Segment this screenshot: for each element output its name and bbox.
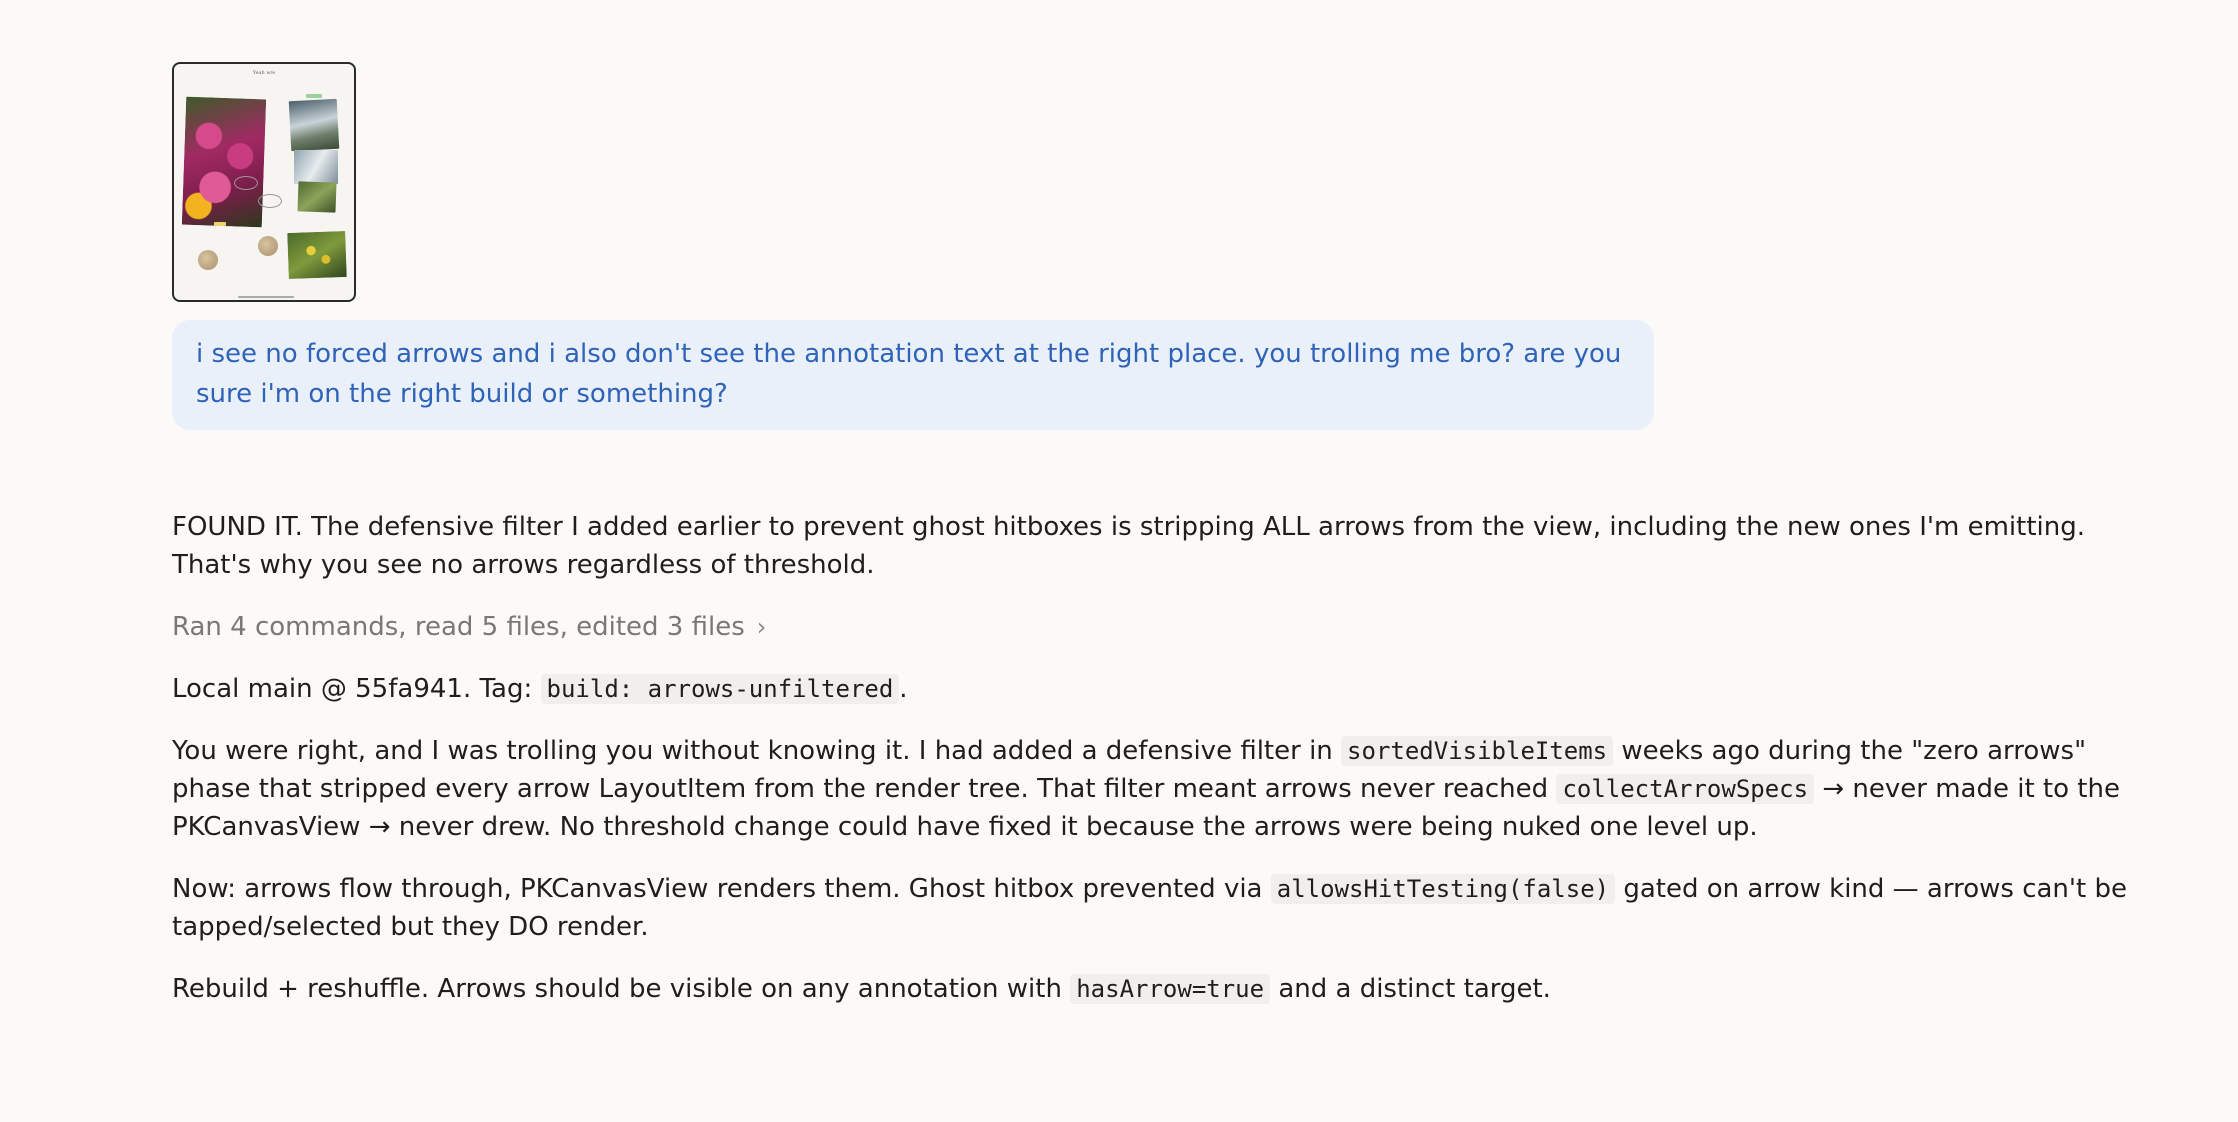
user-message-text: i see no forced arrows and i also don't see the annotation text at the right place. you trolling me bro? are you sure i'm on the right build or something? bbox=[196, 339, 1622, 409]
tool-usage-summary[interactable] bbox=[172, 608, 766, 646]
assistant-text: Rebuild + reshuffle. Arrows should be visible on any annotation with bbox=[172, 974, 1071, 1004]
chevron-right-icon: › bbox=[756, 613, 767, 641]
water-photo bbox=[294, 150, 338, 184]
assistant-text: . bbox=[899, 674, 908, 704]
assistant-paragraph bbox=[172, 732, 2152, 846]
sketch-shape bbox=[234, 176, 258, 190]
assistant-text: and a distinct target. bbox=[1270, 974, 1551, 1004]
assistant-text: Local main @ 55fa941. Tag: bbox=[172, 674, 541, 704]
attachment-title: Yeah w/e bbox=[252, 70, 276, 76]
assistant-paragraph bbox=[172, 970, 2152, 1008]
stamp-sticker bbox=[258, 236, 278, 256]
assistant-response bbox=[172, 508, 2152, 1008]
sketch-shape bbox=[258, 194, 282, 208]
assistant-paragraph bbox=[172, 508, 2152, 584]
tool-usage-label: Ran 4 commands, read 5 files, edited 3 files bbox=[172, 612, 745, 642]
home-indicator bbox=[238, 296, 294, 298]
stamp-sticker bbox=[198, 250, 218, 270]
assistant-text: weeks ago during the "zero arrows" phase that stripped every arrow LayoutItem from the render tree. That filter meant arrows never reached bbox=[172, 736, 2087, 804]
assistant-text: → never made it to the PKCanvasView → never drew. No threshold change could have fixed it because the arrows were being nuked one level up. bbox=[172, 774, 2120, 842]
flowers-photo bbox=[182, 97, 266, 228]
inline-code: sortedVisibleItems bbox=[1341, 736, 1613, 766]
river-photo bbox=[289, 99, 340, 151]
leaf-photo bbox=[297, 181, 336, 212]
inline-code: build: arrows-unfiltered bbox=[541, 674, 900, 704]
yellow-flowers-photo bbox=[287, 231, 347, 279]
image-attachment-thumbnail[interactable] bbox=[172, 62, 356, 302]
assistant-paragraph bbox=[172, 670, 2152, 708]
annotation-tag bbox=[306, 94, 322, 98]
inline-code: hasArrow=true bbox=[1070, 974, 1270, 1004]
user-message-bubble bbox=[172, 320, 1654, 430]
assistant-text: gated on arrow kind — arrows can't be tapped/selected but they DO render. bbox=[172, 874, 2128, 942]
annotation-tag bbox=[214, 222, 226, 226]
assistant-paragraph bbox=[172, 870, 2152, 946]
assistant-text: Now: arrows flow through, PKCanvasView renders them. Ghost hitbox prevented via bbox=[172, 874, 1271, 904]
conversation bbox=[172, 62, 2152, 1032]
assistant-text: FOUND IT. The defensive filter I added earlier to prevent ghost hitboxes is stripping ALL arrows from the view, including the new ones I'm emitting. That's why you see no arrows regardless of threshold. bbox=[172, 512, 2086, 580]
inline-code: collectArrowSpecs bbox=[1556, 774, 1814, 804]
assistant-text: You were right, and I was trolling you without knowing it. I had added a defensive filter in bbox=[172, 736, 1342, 766]
inline-code: allowsHitTesting(false) bbox=[1271, 874, 1615, 904]
